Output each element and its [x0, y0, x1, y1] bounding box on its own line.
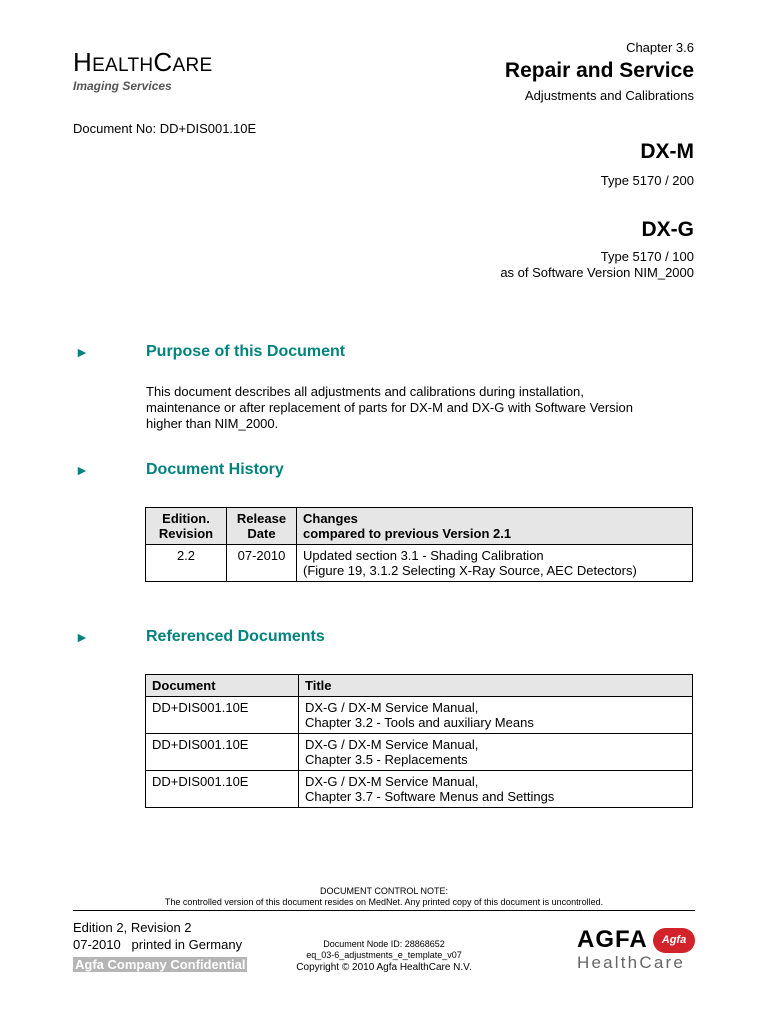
edition-label: Edition 2, Revision 2	[73, 920, 192, 935]
product-name: DX-G	[641, 218, 694, 241]
header-document: Document	[146, 675, 299, 697]
cell-edition: 2.2	[146, 545, 227, 582]
section-title-history: Document History	[146, 461, 284, 478]
logo-subtitle: Imaging Services	[73, 79, 172, 93]
product-type: Type 5170 / 200	[600, 173, 694, 188]
cell-title: DX-G / DX-M Service Manual, Chapter 3.5 - Replacements	[299, 734, 693, 771]
product-name: DX-M	[640, 140, 694, 163]
header-edition: Edition. Revision	[146, 508, 227, 545]
product-software-version: as of Software Version NIM_2000	[500, 265, 694, 280]
section-title-referenced: Referenced Documents	[146, 628, 325, 645]
header-title: Title	[299, 675, 693, 697]
cell-document: DD+DIS001.10E	[146, 697, 299, 734]
paragraph-line: higher than NIM_2000.	[146, 416, 279, 431]
history-table	[145, 507, 693, 582]
paragraph-line: This document describes all adjustments and calibrations during installation,	[146, 384, 584, 399]
table-header-row	[146, 675, 693, 697]
page-subtitle: Adjustments and Calibrations	[524, 88, 694, 103]
bullet-arrow-icon: ►	[75, 629, 89, 645]
copyright: Copyright © 2010 Agfa HealthCare N.V.	[296, 962, 472, 973]
table-row	[146, 697, 693, 734]
logo-h: H	[73, 47, 93, 77]
cell-title: DX-G / DX-M Service Manual, Chapter 3.7 - Software Menus and Settings	[299, 771, 693, 808]
bullet-arrow-icon: ►	[75, 462, 89, 478]
bullet-arrow-icon: ►	[75, 344, 89, 360]
control-note-text: The controlled version of this document resides on MedNet. Any printed copy of this document is uncontrolled.	[164, 897, 604, 907]
referenced-documents-table	[145, 674, 693, 808]
cell-document: DD+DIS001.10E	[146, 771, 299, 808]
agfa-healthcare-text: HealthCare	[577, 953, 685, 972]
cell-document: DD+DIS001.10E	[146, 734, 299, 771]
table-row	[146, 545, 693, 582]
logo-c: C	[153, 47, 173, 77]
template-name: eq_03-6_adjustments_e_template_v07	[306, 950, 462, 960]
document-node-info	[294, 939, 474, 961]
confidential-label: Agfa Company Confidential	[75, 957, 246, 972]
agfa-logo-badge: Agfa	[653, 928, 695, 953]
logo-ealth: EALTH	[92, 55, 154, 76]
cell-changes: Updated section 3.1 - Shading Calibration (Figure 19, 3.1.2 Selecting X-Ray Source, AEC Detectors)	[297, 545, 693, 582]
logo-are: ARE	[172, 55, 213, 76]
purpose-paragraph	[146, 384, 696, 432]
healthcare-logo	[73, 47, 212, 81]
page-title: Repair and Service	[504, 59, 694, 82]
chapter-label: Chapter 3.6	[626, 40, 694, 55]
table-header-row	[146, 508, 693, 545]
paragraph-line: maintenance or after replacement of parts for DX-M and DX-G with Software Version	[146, 400, 633, 415]
cell-date: 07-2010	[227, 545, 297, 582]
table-row	[146, 734, 693, 771]
header-release-date: Release Date	[227, 508, 297, 545]
document-number: Document No: DD+DIS001.10E	[73, 121, 257, 136]
cell-title: DX-G / DX-M Service Manual, Chapter 3.2 - Tools and auxiliary Means	[299, 697, 693, 734]
footer-divider	[73, 910, 695, 911]
agfa-logo-text: AGFA	[577, 926, 648, 953]
document-control-note	[0, 886, 768, 908]
header-changes: Changes compared to previous Version 2.1	[297, 508, 693, 545]
printed-label: 07-2010 printed in Germany	[73, 937, 243, 952]
product-type: Type 5170 / 100	[600, 249, 694, 264]
section-title-purpose: Purpose of this Document	[146, 343, 346, 360]
control-note-title: DOCUMENT CONTROL NOTE:	[319, 886, 448, 896]
table-row	[146, 771, 693, 808]
node-id: Document Node ID: 28868652	[323, 939, 445, 949]
